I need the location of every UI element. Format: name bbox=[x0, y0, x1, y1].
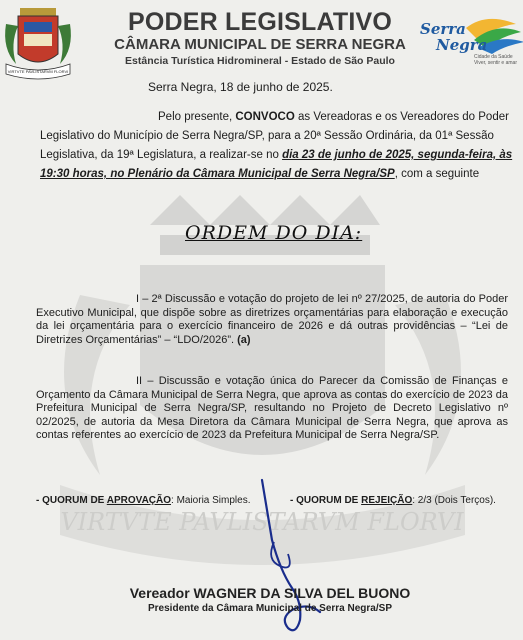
quorum-rejection-prefix: - QUORUM DE bbox=[290, 495, 362, 506]
quorum-rejection-label: REJEIÇÃO bbox=[361, 495, 413, 506]
logo-word-negra: Negra bbox=[436, 36, 488, 54]
session-date-highlight: dia 23 de junho de 2025, segunda-feira, às 19:30 horas, no Plenário da Câmara Municipal de Serra Negra/SP bbox=[40, 149, 513, 180]
agenda-item-1 bbox=[36, 293, 508, 347]
agenda-item-2-text: II – Discussão e votação única do Parecer da Comissão de Finanças e Orçamento da Câmara Municipal de Serra Negra, que aprova as contas do exercício de 2023 da Prefeitura Municipal de Serra Negra/SP, resultando no Projeto de Decreto Legislativo nº 02/2025, de autoria da Mesa Diretora da Câmara Municipal de Serra Negra, que aprova as contas referentes ao exercício de 2023 da Prefeitura Municipal de Serra Negra/SP. bbox=[36, 375, 508, 441]
convocation-prefix: Pelo presente, bbox=[158, 111, 236, 123]
handwritten-signature bbox=[222, 470, 342, 640]
convocation-verb: CONVOCO bbox=[235, 111, 295, 123]
agenda-item-1-text: I – 2ª Discussão e votação do projeto de lei nº 27/2025, de autoria do Poder Executivo Municipal, que dispõe sobre as diretrizes orçamentárias para elaboração e execução da lei orçamentária para o exercício financeiro de 2026 e dá outras providências – “Lei de Diretrizes Orçamentárias” – “LDO/2026”. bbox=[36, 293, 508, 346]
coat-banner: VIRTVTE PAVLISTARVM FLORVI bbox=[7, 69, 69, 74]
watermark-motto: VIRTVTE PAVLISTARVM FLORVI bbox=[60, 508, 464, 536]
logo-slogan-line-2: Viver, sentir e amar bbox=[474, 60, 517, 66]
quorum-approval-prefix: - QUORUM DE bbox=[36, 495, 107, 506]
convocation-text-a: as Vereadoras e os Vereadores do Poder Legislativo do Município de Serra Negra/SP, para a 20ª Sessão Ordinária, da 01ª Sessão Legislativa, da 19ª Legislatura, a realizar-se no bbox=[40, 111, 509, 161]
quorum-approval-value: : Maioria Simples. bbox=[171, 495, 251, 506]
quorum-rejection-value: : 2/3 (Dois Terços). bbox=[412, 495, 496, 506]
signatory-name: Vereador WAGNER DA SILVA DEL BUONO bbox=[129, 585, 411, 601]
quorum-approval bbox=[36, 495, 250, 506]
header-tagline: Estância Turística Hidromineral - Estado de São Paulo bbox=[125, 55, 395, 67]
coat-of-arms-logo bbox=[2, 4, 74, 84]
logo-slogan-line-1: Cidade da Saúde bbox=[474, 54, 513, 60]
header-title: PODER LEGISLATIVO bbox=[127, 8, 393, 36]
agenda-title: ORDEM DO DIA: bbox=[185, 222, 363, 244]
document-date: Serra Negra, 18 de junho de 2025. bbox=[148, 80, 333, 94]
signatory-role: Presidente da Câmara Municipal de Serra Negra/SP bbox=[148, 603, 392, 614]
logo-word-serra: Serra bbox=[420, 20, 466, 38]
agenda-item-1-tag: (a) bbox=[237, 333, 251, 346]
agenda-item-2 bbox=[36, 375, 508, 443]
convocation-paragraph bbox=[40, 108, 518, 184]
header-subtitle: CÂMARA MUNICIPAL DE SERRA NEGRA bbox=[114, 36, 406, 53]
convocation-text-b: , com a seguinte bbox=[394, 168, 480, 180]
quorum-approval-label: APROVAÇÃO bbox=[106, 495, 172, 506]
